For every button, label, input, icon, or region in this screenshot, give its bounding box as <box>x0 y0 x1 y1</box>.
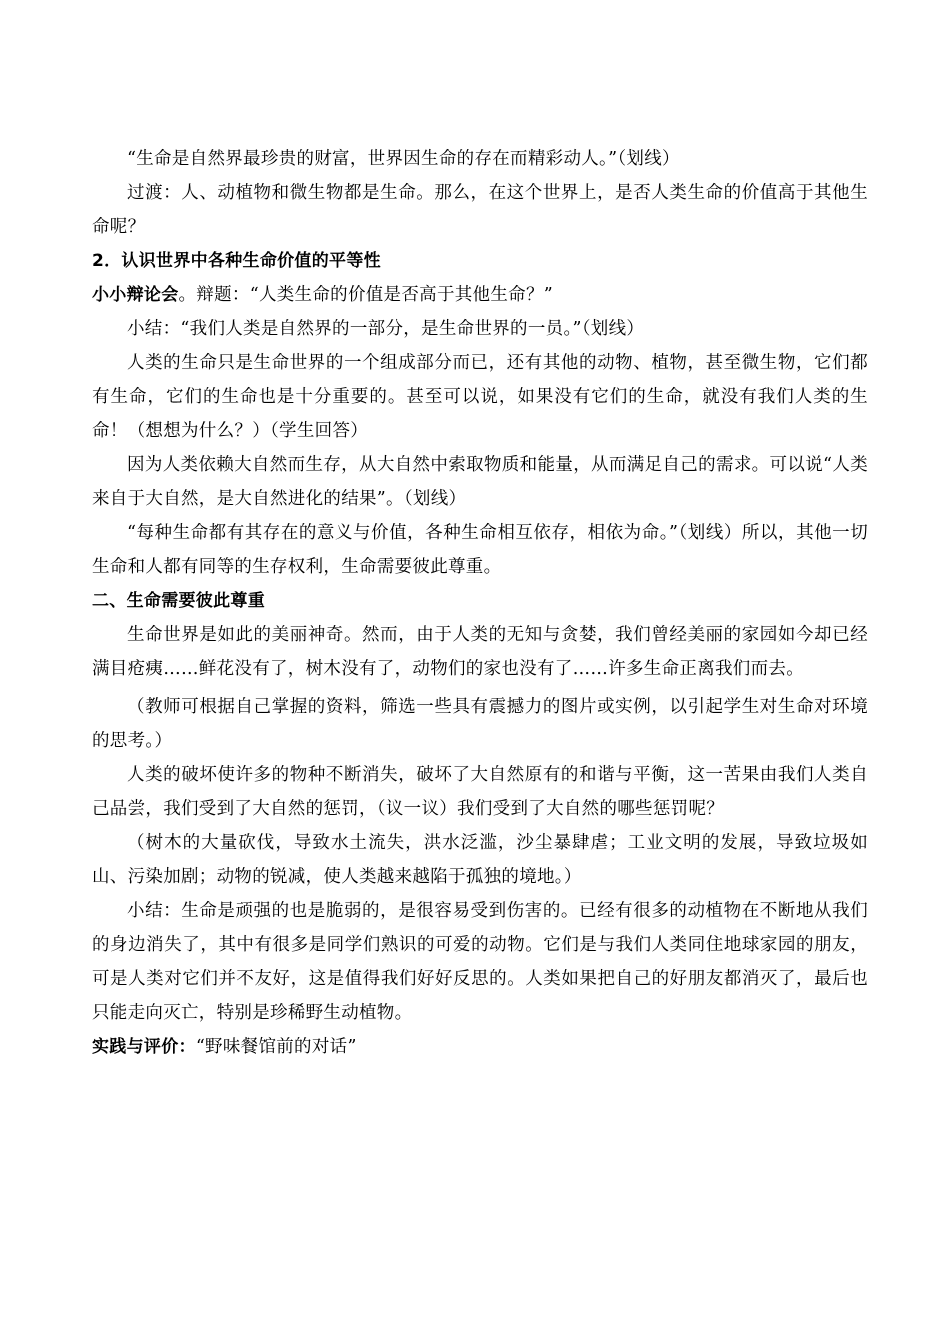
transition-paragraph: 过渡：人、动植物和微生物都是生命。那么，在这个世界上，是否人类生命的价值高于其他生命呢？ <box>92 183 868 237</box>
practice-paragraph <box>92 1030 868 1064</box>
debate-lead: 小小辩论会 <box>92 285 179 305</box>
summary-paragraph-fragile-life: 小结：生命是顽强的也是脆弱的，是很容易受到伤害的。已经有很多的动植物在不断地从我们的身边消失了，其中有很多是同学们熟识的可爱的动物。它们是与我们人类同住地球家园的朋友，可是人类对它们并不友好，这是值得我们好好反思的。人类如果把自己的好朋友都消灭了，最后也只能走向灭亡，特别是珍稀野生动植物。 <box>92 901 868 1023</box>
practice-lead: 实践与评价： <box>92 1037 196 1057</box>
practice-title: “野味餐馆前的对话” <box>195 1037 357 1057</box>
debate-paragraph <box>92 278 868 312</box>
quote-paragraph-life-treasure: “生命是自然界最珍贵的财富，世界因生命的存在而精彩动人。”（划线） <box>127 149 680 169</box>
examples-paragraph: （树木的大量砍伐，导致水土流失，洪水泛滥，沙尘暴肆虐；工业文明的发展，导致垃圾如山、污染加剧；动物的锐减，使人类越来越陷于孤独的境地。） <box>92 833 868 887</box>
document-page <box>92 142 868 1064</box>
summary-paragraph-human-part: 小结：“我们人类是自然界的一部分，是生命世界的一员。”（划线） <box>127 319 645 339</box>
body-paragraph-beautiful-world: 生命世界是如此的美丽神奇。然而，由于人类的无知与贪婪，我们曾经美丽的家园如今却已经满目疮痍……鲜花没有了，树木没有了，动物们的家也没有了……许多生命正离我们而去。 <box>92 625 868 679</box>
quote-paragraph-each-life: “每种生命都有其存在的意义与价值，各种生命相互依存，相依为命。”（划线）所以，其他一切生命和人都有同等的生存权利，生命需要彼此尊重。 <box>92 523 868 577</box>
body-paragraph-life-world: 人类的生命只是生命世界的一个组成部分而已，还有其他的动物、植物，甚至微生物，它们都有生命，它们的生命也是十分重要的。甚至可以说，如果没有它们的生命，就没有我们人类的生命！（想想为什么？）（学生回答） <box>92 353 868 441</box>
body-paragraph-destruction: 人类的破坏使许多的物种不断消失，破坏了大自然原有的和谐与平衡，这一苦果由我们人类自己品尝，我们受到了大自然的惩罚，（议一议）我们受到了大自然的哪些惩罚呢？ <box>92 765 868 819</box>
teacher-note-paragraph: （教师可根据自己掌握的资料，筛选一些具有震撼力的图片或实例，以引起学生对生命对环境的思考。） <box>92 697 868 751</box>
section-heading-respect: 二、生命需要彼此尊重 <box>92 591 265 611</box>
section-heading-equality: 2．认识世界中各种生命价值的平等性 <box>92 251 381 271</box>
debate-topic: 。辩题：“人类生命的价值是否高于其他生命？” <box>178 285 553 305</box>
body-paragraph-nature-dependence: 因为人类依赖大自然而生存，从大自然中索取物质和能量，从而满足自己的需求。可以说“人类来自于大自然，是大自然进化的结果”。（划线） <box>92 455 868 509</box>
